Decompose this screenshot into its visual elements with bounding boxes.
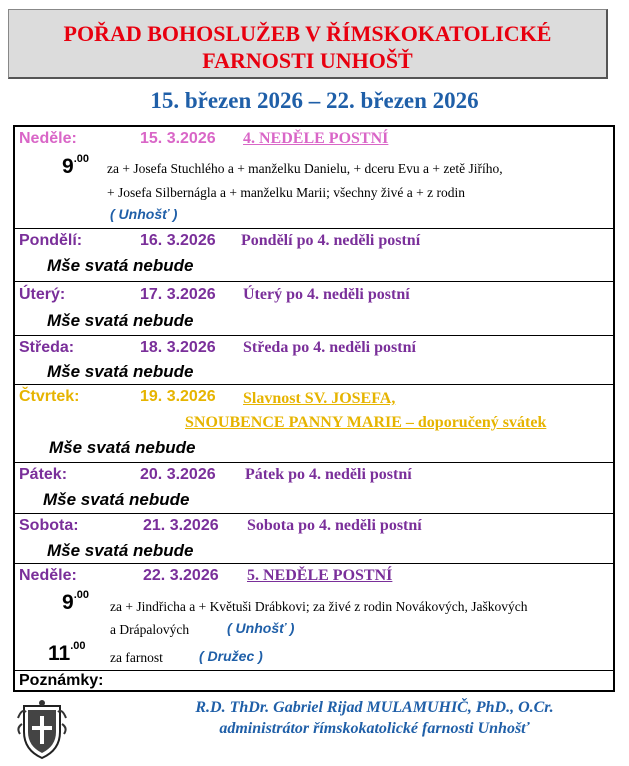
day-title: Pondělí po 4. neděli postní	[241, 232, 421, 249]
mass-intent-line2: + Josefa Silbernágla a + manželku Marii; všechny živé a + z rodin	[107, 185, 465, 200]
mass-place-2: ( Družec )	[199, 648, 263, 664]
mass-intent-2: za farnost	[110, 650, 163, 665]
no-mass-note: Mše svatá nebude	[47, 362, 194, 381]
header-title-line1: POŘAD BOHOSLUŽEB V ŘÍMSKOKATOLICKÉ	[63, 21, 552, 46]
day-name: Sobota:	[19, 517, 79, 534]
notes-label: Poznámky:	[19, 672, 104, 689]
header-box	[8, 9, 608, 79]
day-name: Středa:	[19, 339, 75, 356]
day-date: 22. 3.2026	[143, 567, 219, 584]
day-date: 15. 3.2026	[140, 130, 216, 147]
day-title-line2: SNOUBENCE PANNY MARIE – doporučený svátek	[185, 414, 547, 431]
day-name: Úterý:	[19, 286, 66, 303]
day-title: 4. NEDĚLE POSTNÍ	[243, 130, 389, 147]
mass-place-1: ( Unhošť )	[227, 620, 295, 636]
mass-time-2: $11^{.00}$	[48, 640, 86, 665]
day-sunday-22	[15, 564, 613, 671]
footer-line1: R.D. ThDr. Gabriel Rijad MULAMUHIČ, PhD., O.Cr.	[195, 699, 554, 716]
day-wednesday	[15, 336, 613, 385]
mass-intent-1-line2: a Drápalových	[110, 622, 190, 637]
day-name: Neděle:	[19, 567, 77, 584]
mass-place: ( Unhošť )	[110, 206, 178, 222]
day-saturday	[15, 514, 613, 564]
day-date: 17. 3.2026	[140, 286, 216, 303]
header-title-line2: FARNOSTI UNHOŠŤ	[202, 48, 413, 73]
day-title: Pátek po 4. neděli postní	[245, 466, 412, 483]
mass-intent-line1: za + Josefa Stuchlého a + manželku Danielu, + dceru Evu a + zetě Jiřího,	[107, 161, 503, 176]
day-date: 20. 3.2026	[140, 466, 216, 483]
header-title	[9, 10, 606, 74]
parish-seal-icon	[14, 698, 70, 760]
schedule-table	[13, 125, 615, 692]
day-friday	[15, 463, 613, 514]
day-title: Středa po 4. neděli postní	[243, 339, 416, 356]
day-thursday	[15, 385, 613, 463]
day-name: Pátek:	[19, 466, 68, 483]
day-date: 19. 3.2026	[140, 388, 216, 405]
mass-time-1: $9^{.00}$	[62, 589, 89, 614]
no-mass-note: Mše svatá nebude	[47, 541, 194, 560]
footer-signature	[120, 697, 629, 739]
day-title: Úterý po 4. neděli postní	[243, 286, 410, 303]
day-date: 18. 3.2026	[140, 339, 216, 356]
day-sunday-15	[15, 127, 613, 229]
day-date: 21. 3.2026	[143, 517, 219, 534]
mass-time: $9^{.00}$	[62, 153, 89, 178]
no-mass-note: Mše svatá nebude	[43, 490, 190, 509]
no-mass-note: Mše svatá nebude	[49, 438, 196, 457]
day-title: 5. NEDĚLE POSTNÍ	[247, 567, 393, 584]
day-tuesday	[15, 282, 613, 336]
day-name: Čtvrtek:	[19, 388, 80, 405]
day-monday	[15, 229, 613, 282]
day-title: Sobota po 4. neděli postní	[247, 517, 422, 534]
day-name: Neděle:	[19, 130, 77, 147]
no-mass-note: Mše svatá nebude	[47, 256, 194, 275]
day-title-line1: Slavnost SV. JOSEFA,	[243, 390, 396, 407]
no-mass-note: Mše svatá nebude	[47, 311, 194, 330]
footer-line2: administrátor římskokatolické farnosti Unhošť	[219, 720, 530, 737]
day-date: 16. 3.2026	[140, 232, 216, 249]
day-name: Pondělí:	[19, 232, 83, 249]
date-range: 15. březen 2026 – 22. březen 2026	[150, 88, 479, 113]
mass-intent-1-line1: za + Jindřicha a + Květuši Drábkovi; za živé z rodin Novákových, Jaškových	[110, 599, 528, 614]
